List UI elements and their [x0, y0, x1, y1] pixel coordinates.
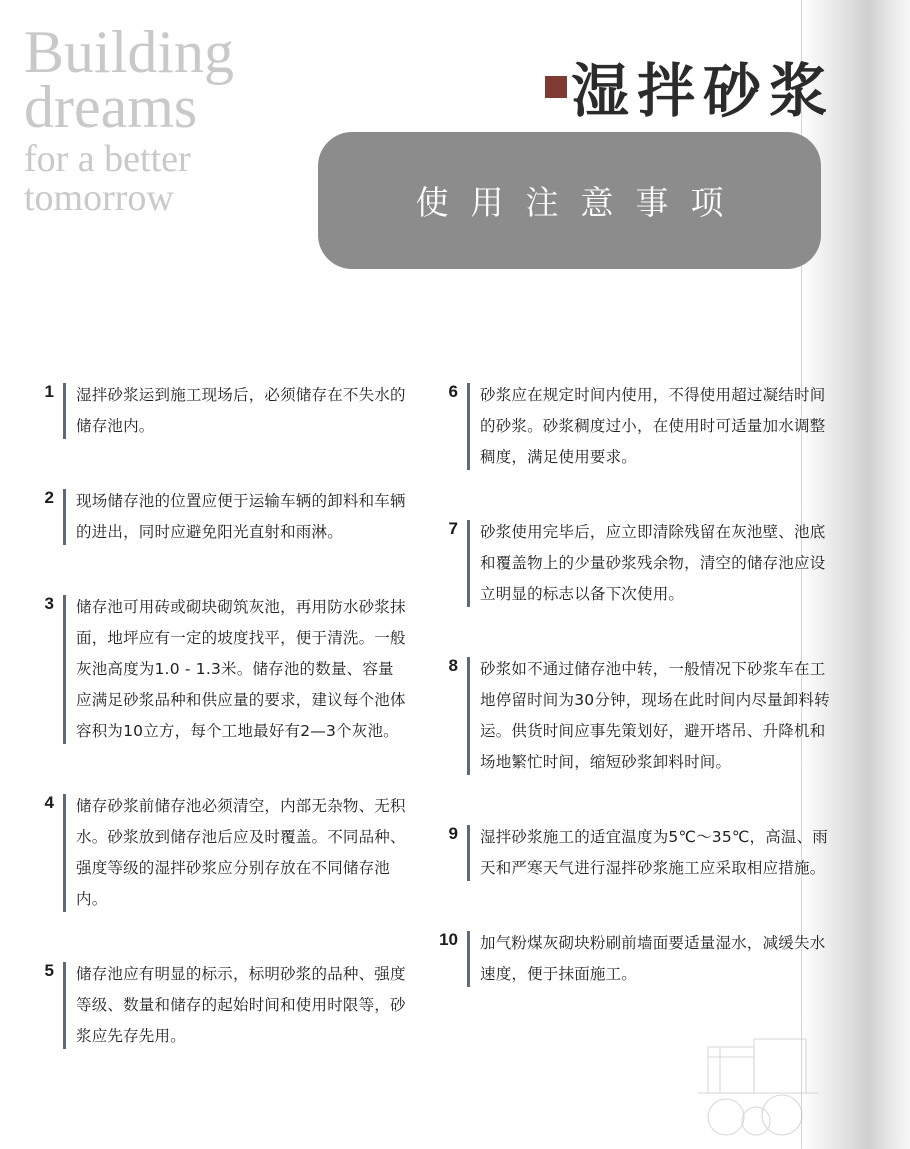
- slogan-line-4: tomorrow: [24, 177, 174, 220]
- note-number: 4: [44, 793, 54, 812]
- note-number: 3: [44, 594, 54, 613]
- note-accent-bar: [467, 825, 470, 881]
- note-text: 现场储存池的位置应便于运输车辆的卸料和车辆的进出，同时应避免阳光直射和雨淋。: [76, 492, 406, 541]
- note-text: 砂浆使用完毕后，应立即清除残留在灰池壁、池底和覆盖物上的少量砂浆残余物，清空的储存池应设立明显的标志以备下次使用。: [480, 523, 826, 603]
- note-number: 9: [448, 824, 458, 843]
- note-item: [432, 928, 837, 990]
- note-text: 湿拌砂浆施工的适宜温度为5℃～35℃，高温、雨天和严寒天气进行湿拌砂浆施工应采取相应措施。: [480, 828, 829, 877]
- slogan-line-2: dreams: [24, 74, 198, 141]
- page-title: 湿拌砂浆: [571, 57, 836, 125]
- note-text: 加气粉煤灰砌块粉刷前墙面要适量湿水，减缓失水速度，便于抹面施工。: [480, 934, 826, 983]
- note-text: 湿拌砂浆运到施工现场后，必须储存在不失水的储存池内。: [76, 386, 406, 435]
- subtitle-text: 使用注意事项: [415, 183, 746, 222]
- note-text: 砂浆如不通过储存池中转，一般情况下砂浆车在工地停留时间为30分钟，现场在此时间内尽量卸料转运。供货时间应事先策划好，避开塔吊、升降机和场地繁忙时间，缩短砂浆卸料时间。: [480, 660, 830, 771]
- note-text: 储存池应有明显的标示，标明砂浆的品种、强度等级、数量和储存的起始时间和使用时限等，砂浆应先存先用。: [76, 965, 406, 1045]
- note-number: 2: [44, 488, 54, 507]
- note-item: [432, 654, 837, 778]
- page-header: [0, 0, 910, 300]
- note-accent-bar: [63, 794, 66, 912]
- note-item: [28, 791, 408, 915]
- slogan-line-1: Building: [24, 19, 235, 85]
- decorative-sketch-icon: [698, 1029, 818, 1149]
- title-block: [545, 57, 836, 125]
- note-number: 5: [44, 961, 54, 980]
- slogan-line-3: for a better: [24, 138, 191, 181]
- note-item: [432, 822, 837, 884]
- note-text: 储存砂浆前储存池必须清空，内部无杂物、无积水。砂浆放到储存池后应及时覆盖。不同品种、强度等级的湿拌砂浆应分别存放在不同储存池内。: [76, 797, 406, 908]
- note-number: 8: [448, 656, 458, 675]
- note-text: 砂浆应在规定时间内使用，不得使用超过凝结时间的砂浆。砂浆稠度过小，在使用时可适量加水调整稠度，满足使用要求。: [480, 386, 826, 466]
- note-accent-bar: [63, 489, 66, 545]
- note-accent-bar: [63, 595, 66, 744]
- note-number: 6: [448, 382, 458, 401]
- note-number: 7: [448, 519, 458, 538]
- note-accent-bar: [467, 383, 470, 470]
- note-item: [28, 959, 408, 1052]
- note-text: 储存池可用砖或砌块砌筑灰池，再用防水砂浆抹面，地坪应有一定的坡度找平，便于清洗。一般灰池高度为1.0 - 1.3米。储存池的数量、容量应满足砂浆品种和供应量的要求，建议每个池体容积为10立方，每个工地最好有2—3个灰池。: [76, 598, 406, 740]
- note-item: [432, 517, 837, 610]
- note-number: 1: [44, 382, 54, 401]
- note-number: 10: [439, 930, 458, 949]
- subtitle-banner: [318, 132, 821, 269]
- note-accent-bar: [467, 657, 470, 775]
- note-accent-bar: [467, 931, 470, 987]
- notes-column-left: [28, 380, 408, 1096]
- note-item: [28, 380, 408, 442]
- note-item: [432, 380, 837, 473]
- note-accent-bar: [63, 962, 66, 1049]
- note-accent-bar: [467, 520, 470, 607]
- note-item: [28, 592, 408, 747]
- slogan: [24, 19, 354, 220]
- note-item: [28, 486, 408, 548]
- note-accent-bar: [63, 383, 66, 439]
- square-bullet-icon: [545, 76, 567, 98]
- notes-column-right: [432, 380, 837, 1034]
